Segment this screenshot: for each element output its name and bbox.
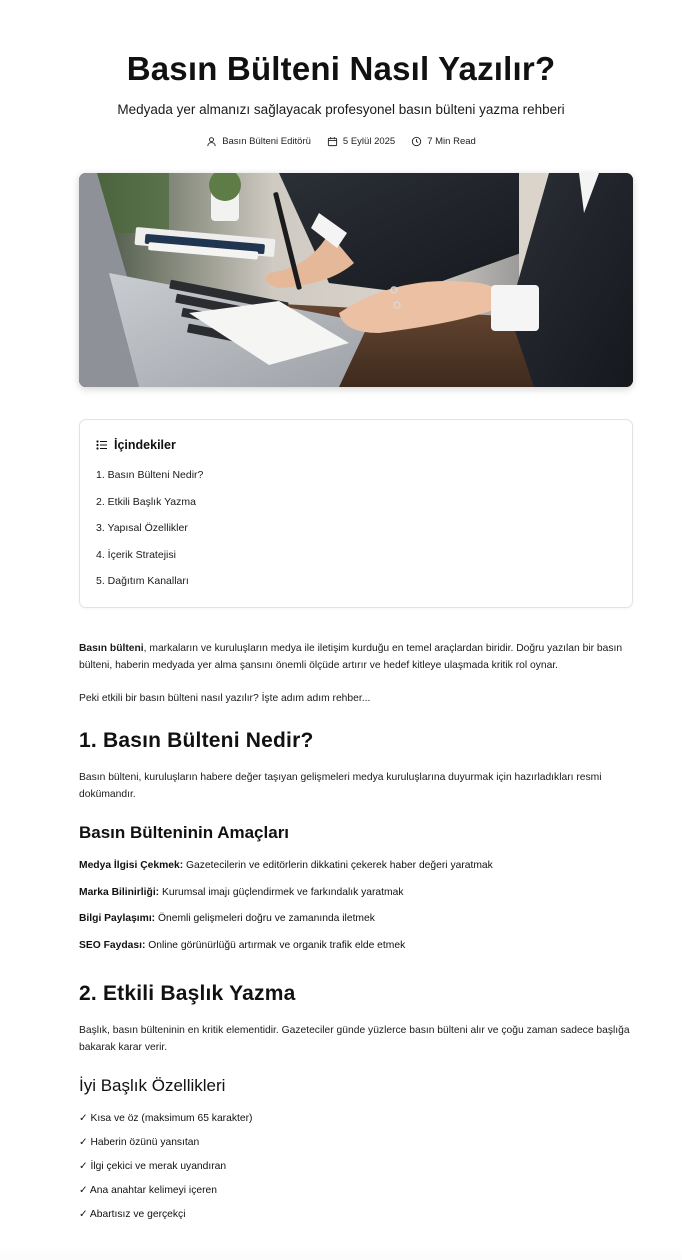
article-meta bbox=[49, 136, 633, 147]
checklist-item: ✓ Ana anahtar kelimeyi içeren bbox=[79, 1184, 217, 1196]
section-1-paragraph: Basın bülteni, kuruluşların habere değer taşıyan gelişmeleri medya kuruluşlarına duyurmak için hazırladıkları resmi dokümandır. bbox=[79, 771, 602, 800]
list-item-term: SEO Faydası: bbox=[79, 939, 146, 951]
list-item-term: Marka Bilinirliği: bbox=[79, 886, 160, 898]
checklist-item: ✓ Haberin özünü yansıtan bbox=[79, 1136, 200, 1148]
table-of-contents bbox=[79, 419, 633, 608]
hero-illustration bbox=[79, 173, 633, 387]
page-title: Basın Bülteni Nasıl Yazılır? bbox=[126, 50, 556, 87]
section-1-heading: 1. Basın Bülteni Nedir? bbox=[79, 728, 314, 752]
user-icon bbox=[206, 136, 217, 147]
toc-link-5[interactable]: 5. Dağıtım Kanalları bbox=[96, 575, 189, 588]
toc-link-3[interactable]: 3. Yapısal Özellikler bbox=[96, 522, 188, 535]
toc-link-4[interactable]: 4. İçerik Stratejisi bbox=[96, 548, 176, 561]
list-item-desc: Gazetecilerin ve editörlerin dikkatini çekerek haber değeri yaratmak bbox=[183, 859, 493, 871]
meta-date-text: 5 Eylül 2025 bbox=[342, 136, 396, 147]
meta-read-time bbox=[411, 136, 476, 147]
headline-checklist bbox=[79, 1110, 633, 1223]
toc-link-1[interactable]: 1. Basın Bülteni Nedir? bbox=[96, 469, 204, 481]
meta-author-text: Basın Bülteni Editörü bbox=[222, 136, 311, 147]
toc-heading: İçindekiler bbox=[114, 438, 176, 452]
list-item-desc: Önemli gelişmeleri doğru ve zamanında iletmek bbox=[155, 913, 375, 925]
hero-image bbox=[79, 173, 633, 387]
purposes-list bbox=[79, 857, 633, 954]
bottom-fade bbox=[0, 1248, 682, 1260]
article-page bbox=[0, 50, 682, 1223]
list-item-desc: Online görünürlüğü artırmak ve organik trafik elde etmek bbox=[145, 939, 406, 951]
intro-bold-lead: Basın bülteni bbox=[79, 642, 144, 654]
section-2-paragraph: Başlık, basın bülteninin en kritik elementidir. Gazeteciler günde yüzlerce basın bülteni alır ve çoğu zaman sadece başlığa bakarak karar verir. bbox=[79, 1024, 630, 1053]
section-2-heading: 2. Etkili Başlık Yazma bbox=[79, 981, 296, 1005]
section-1-subheading: Basın Bülteninin Amaçları bbox=[79, 822, 290, 842]
meta-date bbox=[327, 136, 395, 147]
checklist-item: ✓ Abartısız ve gerçekçi bbox=[79, 1208, 186, 1220]
list-item bbox=[79, 937, 633, 954]
clock-icon bbox=[411, 136, 422, 147]
intro-text: , markaların ve kuruluşların medya ile iletişim kurduğu en temel araçlardan biridir. Doğru yazılan bir basın bülteni, haberin medyada yer alma şansını önemli ölçüde artırır ve hedef kitleye ulaşmada kritik rol oynar. bbox=[79, 642, 623, 671]
meta-author bbox=[206, 136, 311, 147]
intro-paragraph bbox=[79, 640, 633, 674]
checklist-item: ✓ Kısa ve öz (maksimum 65 karakter) bbox=[79, 1112, 253, 1124]
checklist-item: ✓ İlgi çekici ve merak uyandıran bbox=[79, 1160, 227, 1172]
toc-link-2[interactable]: 2. Etkili Başlık Yazma bbox=[96, 495, 196, 508]
list-icon bbox=[96, 439, 108, 451]
list-item-term: Medya İlgisi Çekmek: bbox=[79, 859, 184, 871]
calendar-icon bbox=[327, 136, 338, 147]
intro-paragraph-2: Peki etkili bir basın bülteni nasıl yazılır? İşte adım adım rehber... bbox=[79, 692, 371, 704]
list-item bbox=[79, 857, 633, 874]
section-2-subheading: İyi Başlık Özellikleri bbox=[79, 1075, 226, 1095]
list-item-term: Bilgi Paylaşımı: bbox=[79, 913, 156, 925]
list-item bbox=[79, 884, 633, 901]
list-item bbox=[79, 910, 633, 927]
list-item-desc: Kurumsal imajı güçlendirmek ve farkındalık yaratmak bbox=[159, 886, 404, 898]
meta-read-time-text: 7 Min Read bbox=[427, 136, 476, 147]
article-body bbox=[79, 640, 633, 1223]
toc-header bbox=[96, 438, 616, 452]
page-subtitle: Medyada yer almanızı sağlayacak profesyonel basın bülteni yazma rehberi bbox=[117, 102, 565, 117]
